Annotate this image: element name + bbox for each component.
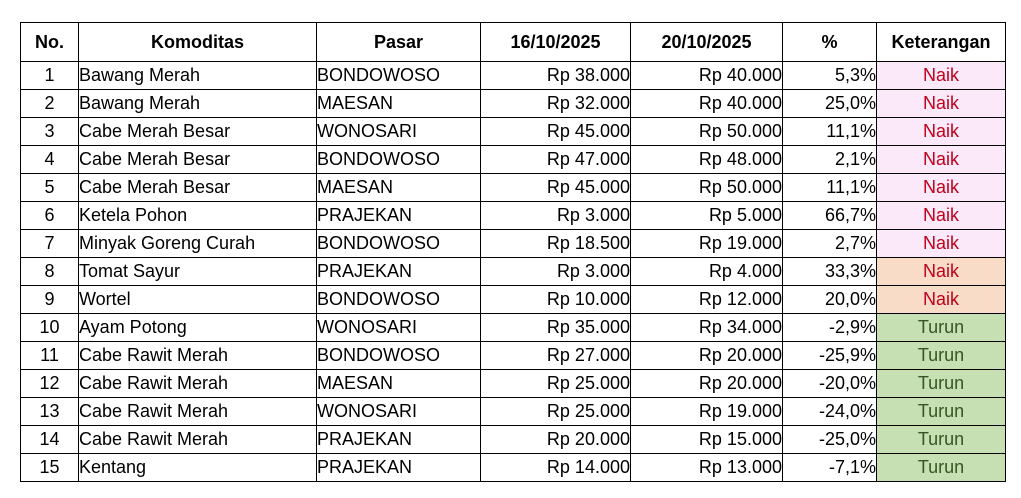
table-header [21,23,1006,62]
cell-price-date2: Rp 5.000 [631,202,783,230]
header-keterangan: Keterangan [877,23,1006,62]
cell-price-date1: Rp 45.000 [481,118,631,146]
cell-komoditas: Cabe Rawit Merah [79,370,317,398]
cell-no: 15 [21,454,79,482]
cell-price-date2: Rp 4.000 [631,258,783,286]
header-pasar: Pasar [317,23,481,62]
cell-pasar: MAESAN [317,90,481,118]
cell-komoditas: Cabe Rawit Merah [79,342,317,370]
cell-keterangan: Turun [877,342,1006,370]
cell-price-date1: Rp 20.000 [481,426,631,454]
cell-pasar: PRAJEKAN [317,202,481,230]
cell-no: 11 [21,342,79,370]
cell-price-date2: Rp 15.000 [631,426,783,454]
cell-keterangan: Naik [877,118,1006,146]
cell-price-date1: Rp 25.000 [481,370,631,398]
cell-price-date1: Rp 27.000 [481,342,631,370]
cell-keterangan: Naik [877,258,1006,286]
cell-keterangan: Naik [877,90,1006,118]
cell-keterangan: Turun [877,426,1006,454]
table-row [21,314,1006,342]
cell-price-date1: Rp 25.000 [481,398,631,426]
table-row [21,174,1006,202]
cell-no: 1 [21,62,79,90]
cell-pasar: WONOSARI [317,118,481,146]
table-row [21,230,1006,258]
cell-pct: -25,0% [783,426,877,454]
cell-price-date1: Rp 14.000 [481,454,631,482]
cell-komoditas: Cabe Merah Besar [79,118,317,146]
cell-price-date2: Rp 34.000 [631,314,783,342]
table-row [21,398,1006,426]
cell-no: 6 [21,202,79,230]
cell-no: 7 [21,230,79,258]
cell-price-date1: Rp 32.000 [481,90,631,118]
cell-pasar: PRAJEKAN [317,258,481,286]
cell-keterangan: Naik [877,146,1006,174]
cell-komoditas: Wortel [79,286,317,314]
cell-no: 8 [21,258,79,286]
cell-komoditas: Cabe Merah Besar [79,174,317,202]
cell-price-date2: Rp 40.000 [631,90,783,118]
header-date2: 20/10/2025 [631,23,783,62]
cell-komoditas: Bawang Merah [79,90,317,118]
cell-keterangan: Naik [877,286,1006,314]
cell-keterangan: Naik [877,174,1006,202]
cell-keterangan: Turun [877,454,1006,482]
cell-pct: -20,0% [783,370,877,398]
cell-pasar: BONDOWOSO [317,342,481,370]
cell-keterangan: Naik [877,230,1006,258]
cell-pasar: MAESAN [317,174,481,202]
cell-pct: -7,1% [783,454,877,482]
table-row [21,90,1006,118]
table-row [21,258,1006,286]
cell-price-date1: Rp 18.500 [481,230,631,258]
cell-pct: 33,3% [783,258,877,286]
header-pct: % [783,23,877,62]
cell-pct: 11,1% [783,174,877,202]
cell-komoditas: Cabe Rawit Merah [79,426,317,454]
header-date1: 16/10/2025 [481,23,631,62]
cell-no: 10 [21,314,79,342]
cell-price-date1: Rp 3.000 [481,202,631,230]
cell-price-date2: Rp 19.000 [631,230,783,258]
cell-pasar: WONOSARI [317,398,481,426]
cell-komoditas: Cabe Rawit Merah [79,398,317,426]
cell-pct: -24,0% [783,398,877,426]
cell-pct: 5,3% [783,62,877,90]
cell-price-date2: Rp 48.000 [631,146,783,174]
cell-price-date2: Rp 50.000 [631,174,783,202]
cell-keterangan: Turun [877,370,1006,398]
cell-pct: 66,7% [783,202,877,230]
header-row [21,23,1006,62]
cell-pasar: PRAJEKAN [317,454,481,482]
cell-price-date1: Rp 35.000 [481,314,631,342]
cell-komoditas: Minyak Goreng Curah [79,230,317,258]
cell-komoditas: Cabe Merah Besar [79,146,317,174]
cell-pct: 2,1% [783,146,877,174]
cell-price-date1: Rp 38.000 [481,62,631,90]
cell-keterangan: Naik [877,62,1006,90]
cell-pct: 11,1% [783,118,877,146]
cell-price-date2: Rp 20.000 [631,370,783,398]
cell-price-date1: Rp 3.000 [481,258,631,286]
table-row [21,286,1006,314]
cell-pasar: BONDOWOSO [317,62,481,90]
cell-pasar: BONDOWOSO [317,230,481,258]
price-table [20,22,1006,482]
cell-komoditas: Ayam Potong [79,314,317,342]
table-row [21,454,1006,482]
cell-price-date1: Rp 47.000 [481,146,631,174]
table-row [21,370,1006,398]
table-row [21,426,1006,454]
cell-no: 12 [21,370,79,398]
cell-price-date2: Rp 13.000 [631,454,783,482]
cell-komoditas: Tomat Sayur [79,258,317,286]
table-row [21,342,1006,370]
cell-price-date2: Rp 50.000 [631,118,783,146]
cell-pasar: BONDOWOSO [317,286,481,314]
header-komoditas: Komoditas [79,23,317,62]
table-row [21,146,1006,174]
cell-pct: 25,0% [783,90,877,118]
cell-pasar: WONOSARI [317,314,481,342]
cell-no: 2 [21,90,79,118]
cell-no: 13 [21,398,79,426]
table-row [21,118,1006,146]
table-row [21,202,1006,230]
cell-keterangan: Naik [877,202,1006,230]
cell-no: 14 [21,426,79,454]
cell-no: 9 [21,286,79,314]
header-no: No. [21,23,79,62]
cell-komoditas: Kentang [79,454,317,482]
cell-no: 5 [21,174,79,202]
cell-no: 4 [21,146,79,174]
cell-pasar: MAESAN [317,370,481,398]
cell-komoditas: Ketela Pohon [79,202,317,230]
cell-pasar: PRAJEKAN [317,426,481,454]
cell-pasar: BONDOWOSO [317,146,481,174]
cell-pct: 2,7% [783,230,877,258]
cell-price-date1: Rp 45.000 [481,174,631,202]
cell-pct: -25,9% [783,342,877,370]
cell-komoditas: Bawang Merah [79,62,317,90]
cell-price-date2: Rp 20.000 [631,342,783,370]
cell-pct: -2,9% [783,314,877,342]
cell-price-date2: Rp 40.000 [631,62,783,90]
cell-pct: 20,0% [783,286,877,314]
cell-price-date1: Rp 10.000 [481,286,631,314]
cell-no: 3 [21,118,79,146]
table-row [21,62,1006,90]
table-body [21,62,1006,482]
cell-price-date2: Rp 12.000 [631,286,783,314]
cell-keterangan: Turun [877,398,1006,426]
cell-price-date2: Rp 19.000 [631,398,783,426]
cell-keterangan: Turun [877,314,1006,342]
